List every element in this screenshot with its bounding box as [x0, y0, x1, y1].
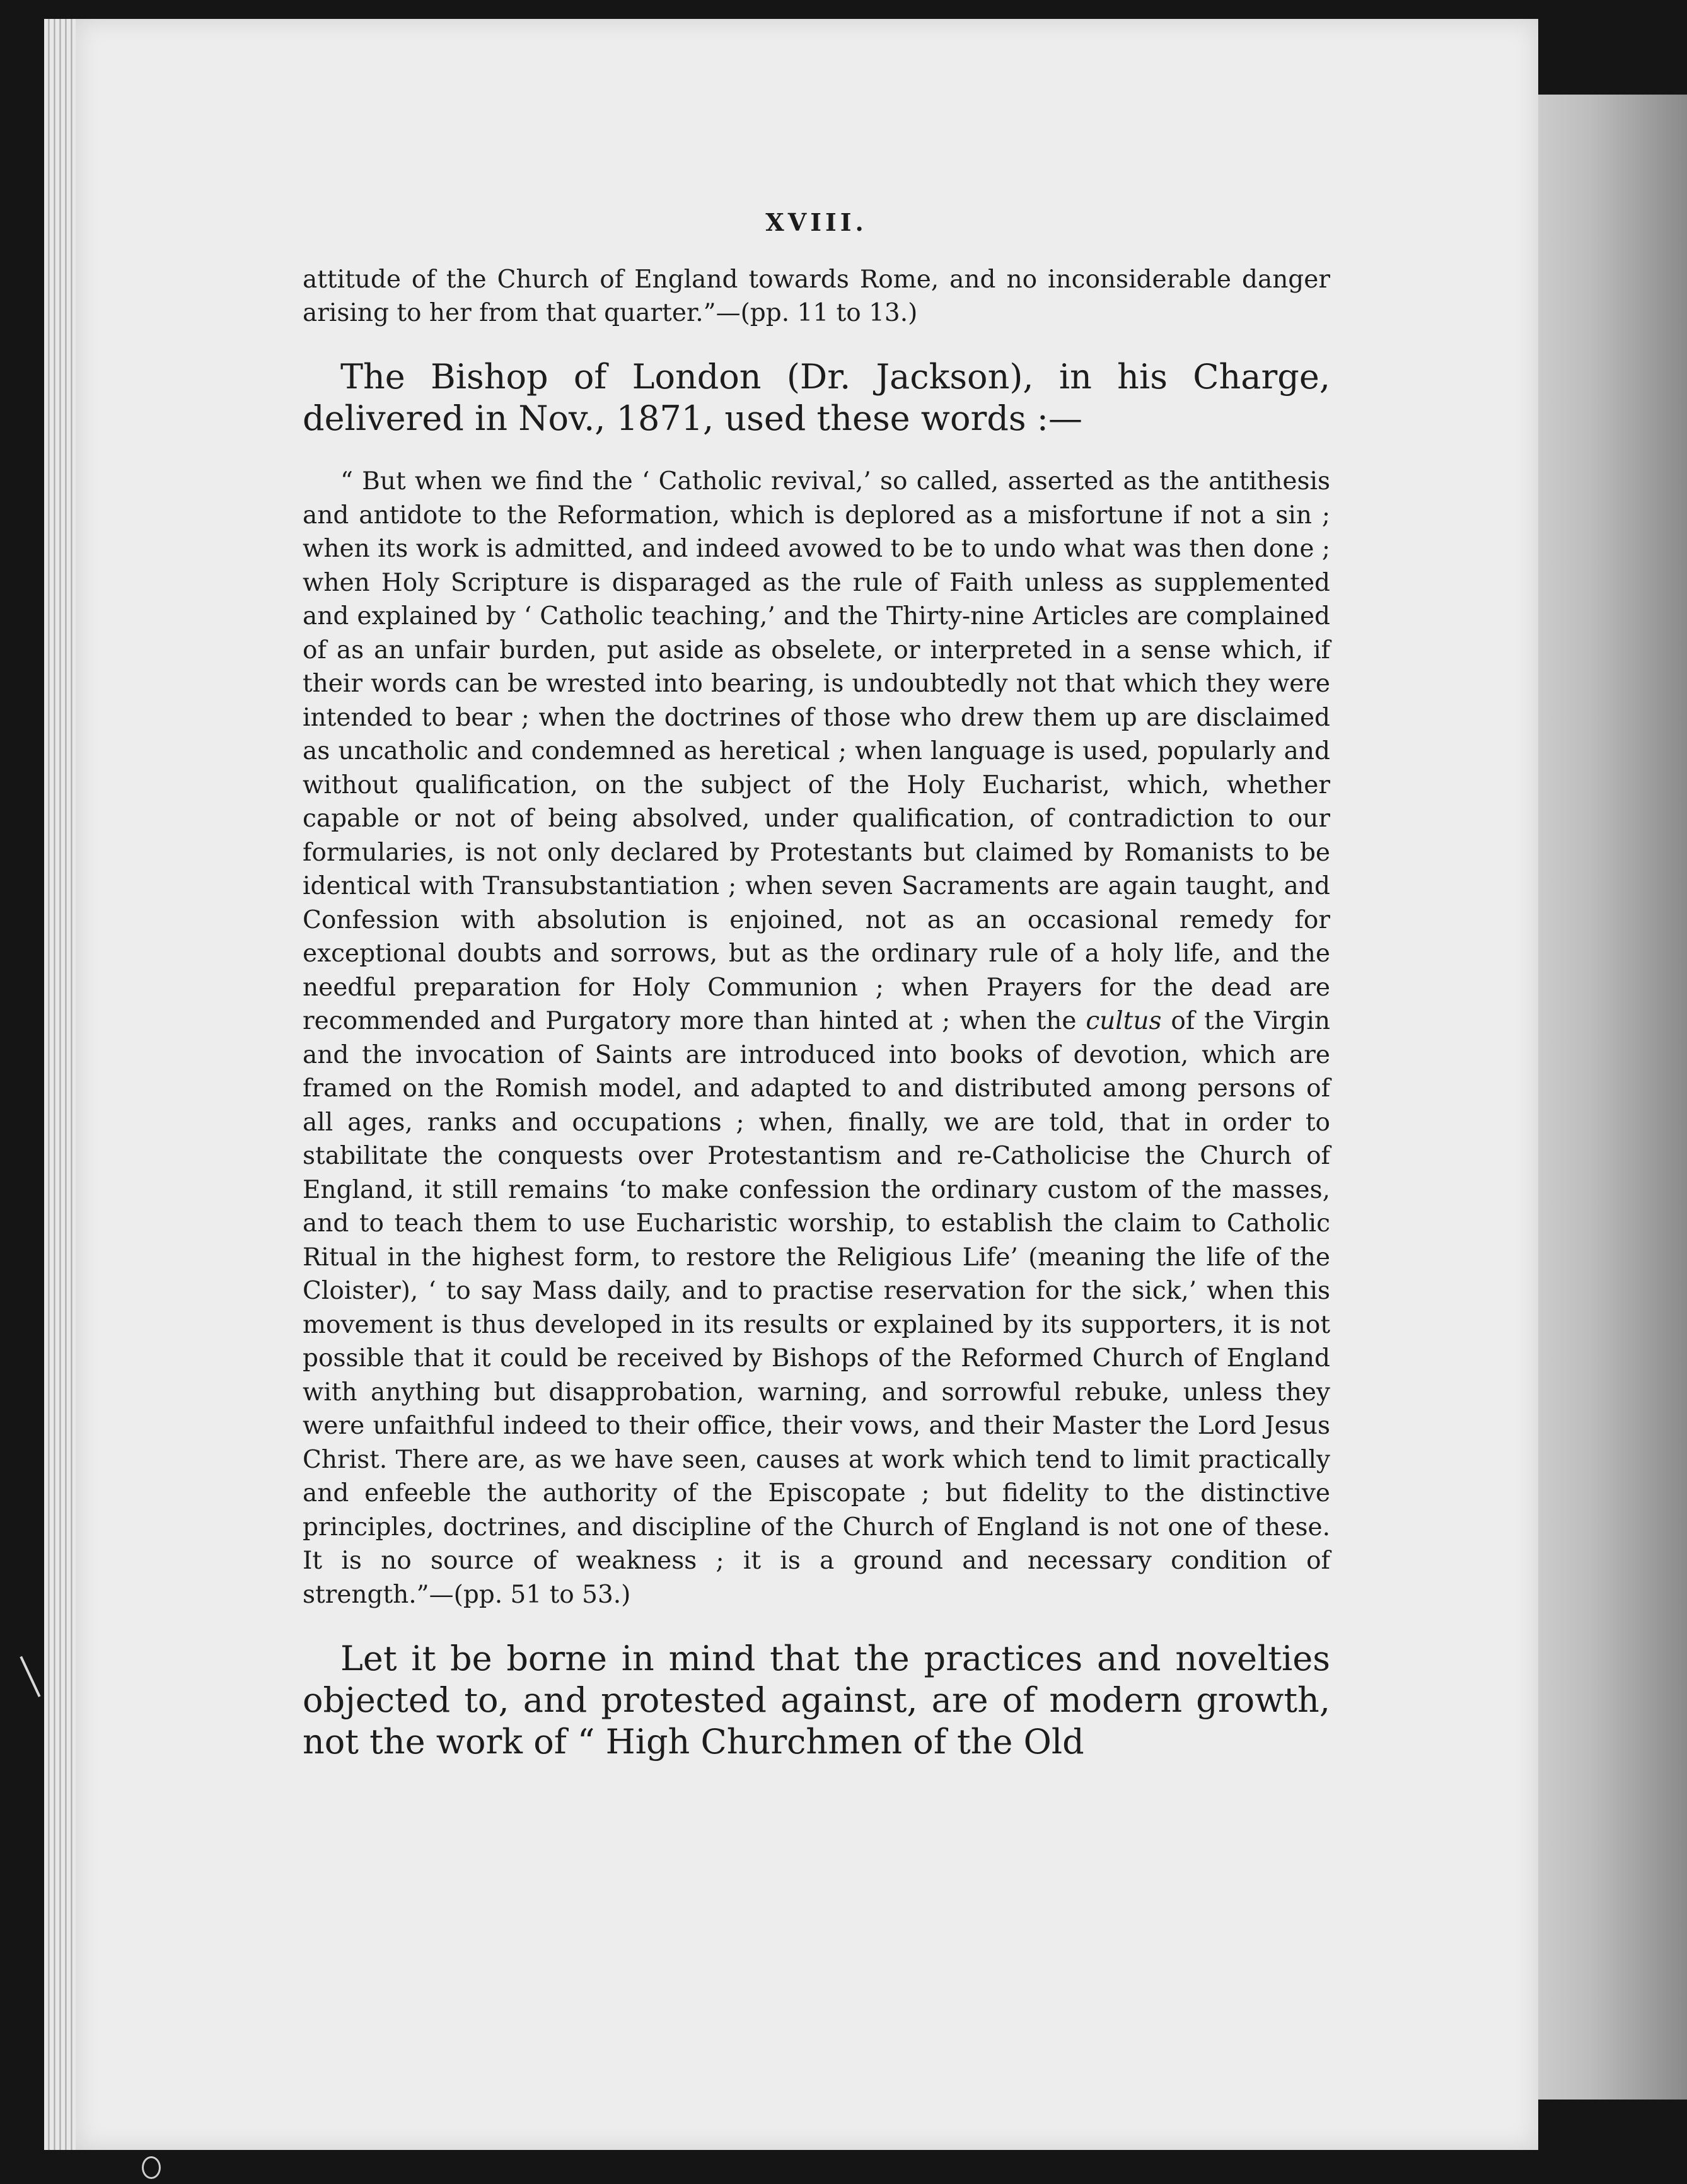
quote-italic-word: cultus [1086, 1007, 1162, 1035]
final-paragraph: Let it be borne in mind that the practices and novelties objected to, and protested against, are of modern growth, not the work of “ High Churchmen of the Old [303, 1639, 1330, 1762]
bishop-paragraph: The Bishop of London (Dr. Jackson), in his Charge, delivered in Nov., 1871, used these words :— [303, 357, 1330, 438]
quote-text-end: of the Virgin and the invocation of Saints are introduced into books of devotion, which are framed on the Romish model, and adapted to and distributed among persons of all ages, ranks and occupations ; when, finally, we are told, that in order to stabilitate the conquests over Protestantism and re-Catholicise the Church of England, it still remains ‘to make confession the ordinary custom of the masses, and to teach them to use Eucharistic worship, to establish the claim to Catholic Ritual in the highest form, to restore the Religious Life’ (meaning the life of the Cloister), ‘ to say Mass daily, and to practise reservation for the sick,’ when this movement is thus developed in its results or explained by its supporters, it is not possible that it could be received by Bishops of the Reformed Church of England with anything but disapprobation, warning, and sorrowful rebuke, unless they were unfaithful indeed to their office, their vows, and their Master the Lord Jesus Christ. There are, as we have seen, causes at work which tend to limit practically and enfeeble the authority of the Episcopate ; but fidelity to the distinctive principles, doctrines, and discipline of the Church of England is not one of these. It is no source of weakness ; it is a ground and necessary condition of strength.”—(pp. 51 to 53.) [303, 1007, 1331, 1609]
text-block [303, 208, 1330, 1788]
facing-page-edge [1526, 95, 1687, 2100]
quote-text-start: “ But when we find the ‘ Catholic revival,’ so called, asserted as the antithesis and antidote to the Reformation, which is deplored as a misfortune if not a sin ; when its work is admitted, and indeed avowed to be to undo what was then done ; when Holy Scripture is disparaged as the rule of Faith unless as supplemented and explained by ‘ Catholic teaching,’ and the Thirty-nine Articles are complained of as an unfair burden, put aside as obselete, or interpreted in a sense which, if their words can be wrested into bearing, is undoubtedly not that which they were intended to bear ; when the doctrines of those who drew them up are disclaimed as uncatholic and condemned as heretical ; when language is used, popularly and without qualification, on the subject of the Holy Eucharist, which, whether capable or not of being absolved, under qualification, of contradiction to our formularies, is not only declared by Protestants but claimed by Romanists to be identical with Transubstantiation ; when seven Sacraments are again taught, and Confession with absolution is enjoined, not as an occasional remedy for exceptional doubts and sorrows, but as the ordinary rule of a holy life, and the needful preparation for Holy Communion ; when Prayers for the dead are recommended and Purgatory more than hinted at ; when the [303, 467, 1330, 1035]
continued-paragraph: attitude of the Church of England towards Rome, and no inconsiderable danger arising to her from that quarter.”—(pp. 11 to 13.) [303, 265, 1330, 327]
charge-quotation [303, 465, 1330, 1612]
book-page [76, 19, 1538, 2150]
running-head: XVIII. [765, 208, 867, 236]
corner-ring-mark [142, 2156, 161, 2179]
